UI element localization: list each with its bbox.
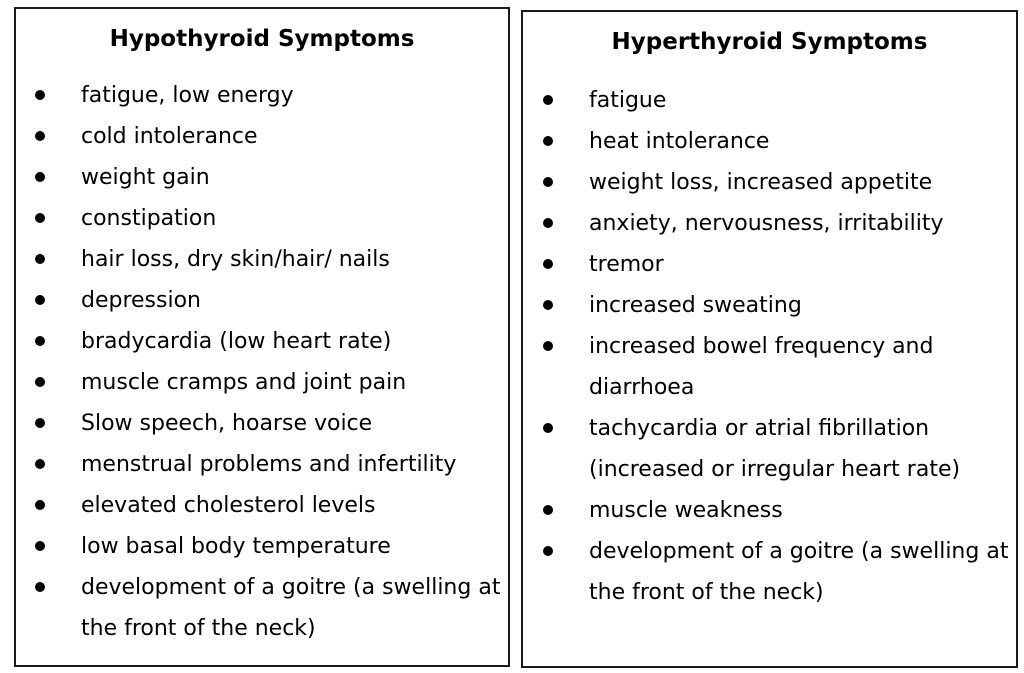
bullet-icon — [35, 295, 45, 305]
symptom-list-item — [16, 75, 502, 116]
symptom-text: cold intolerance — [81, 124, 258, 149]
bullet-icon — [35, 500, 45, 510]
bullet-icon — [35, 418, 45, 428]
symptom-list-item — [523, 490, 1010, 531]
symptom-list-item — [16, 280, 502, 321]
bullet-icon — [35, 254, 45, 264]
symptom-text: muscle weakness — [589, 498, 783, 523]
symptom-text: increased sweating — [589, 293, 802, 318]
symptom-text: menstrual problems and infertility — [81, 452, 457, 477]
symptom-text: anxiety, nervousness, irritability — [589, 211, 944, 236]
symptom-list-item — [16, 567, 502, 649]
symptom-list-item — [523, 162, 1010, 203]
symptom-list-item — [523, 203, 1010, 244]
symptom-text: weight loss, increased appetite — [589, 170, 933, 195]
symptom-text: increased bowel frequency and diarrhoea — [589, 334, 934, 400]
symptom-list-item — [16, 444, 502, 485]
symptom-text: heat intolerance — [589, 129, 770, 154]
symptom-list-item — [16, 157, 502, 198]
symptom-text: development of a goitre (a swelling at the front of the neck) — [81, 575, 501, 641]
symptom-text: Slow speech, hoarse voice — [81, 411, 373, 436]
bullet-icon — [35, 213, 45, 223]
symptom-list-item — [523, 408, 1010, 490]
bullet-icon — [543, 423, 553, 433]
symptom-text: fatigue, low energy — [81, 83, 294, 108]
symptom-text: development of a goitre (a swelling at the front of the neck) — [589, 539, 1009, 605]
symptom-list-item — [16, 321, 502, 362]
symptom-list-item — [523, 244, 1010, 285]
symptom-text: hair loss, dry skin/hair/ nails — [81, 247, 390, 272]
symptom-text: tachycardia or atrial fibrillation (increased or irregular heart rate) — [589, 416, 961, 482]
symptom-list-item — [16, 362, 502, 403]
bullet-icon — [543, 259, 553, 269]
symptom-list-item — [16, 116, 502, 157]
symptom-text: depression — [81, 288, 202, 313]
bullet-icon — [543, 341, 553, 351]
bullet-icon — [35, 582, 45, 592]
bullet-icon — [543, 136, 553, 146]
symptom-list-item — [16, 198, 502, 239]
symptom-list-item — [523, 121, 1010, 162]
hyperthyroid-symptoms-panel — [521, 10, 1018, 668]
bullet-icon — [35, 377, 45, 387]
hypothyroid-title: Hypothyroid Symptoms — [109, 26, 415, 52]
symptom-text: muscle cramps and joint pain — [81, 370, 407, 395]
symptom-text: constipation — [81, 206, 217, 231]
symptom-list-item — [16, 485, 502, 526]
symptom-text: weight gain — [81, 165, 210, 190]
symptom-text: tremor — [589, 252, 664, 277]
bullet-icon — [35, 459, 45, 469]
bullet-icon — [543, 218, 553, 228]
symptom-text: elevated cholesterol levels — [81, 493, 376, 518]
bullet-icon — [35, 541, 45, 551]
bullet-icon — [35, 131, 45, 141]
bullet-icon — [543, 177, 553, 187]
hyperthyroid-title: Hyperthyroid Symptoms — [611, 29, 928, 55]
symptom-text: low basal body temperature — [81, 534, 391, 559]
symptom-list-item — [16, 403, 502, 444]
bullet-icon — [543, 546, 553, 556]
bullet-icon — [543, 95, 553, 105]
hypothyroid-symptoms-panel — [14, 7, 510, 667]
symptom-list-item — [16, 526, 502, 567]
symptom-text: bradycardia (low heart rate) — [81, 329, 392, 354]
symptom-list-item — [523, 285, 1010, 326]
symptom-text: fatigue — [589, 88, 667, 113]
bullet-icon — [543, 300, 553, 310]
hyperthyroid-symptom-list — [523, 80, 1010, 613]
bullet-icon — [35, 90, 45, 100]
symptom-list-item — [523, 531, 1010, 613]
hypothyroid-symptom-list — [16, 75, 502, 649]
symptom-list-item — [16, 239, 502, 280]
symptom-list-item — [523, 326, 1010, 408]
bullet-icon — [35, 172, 45, 182]
symptom-list-item — [523, 80, 1010, 121]
bullet-icon — [35, 336, 45, 346]
bullet-icon — [543, 505, 553, 515]
